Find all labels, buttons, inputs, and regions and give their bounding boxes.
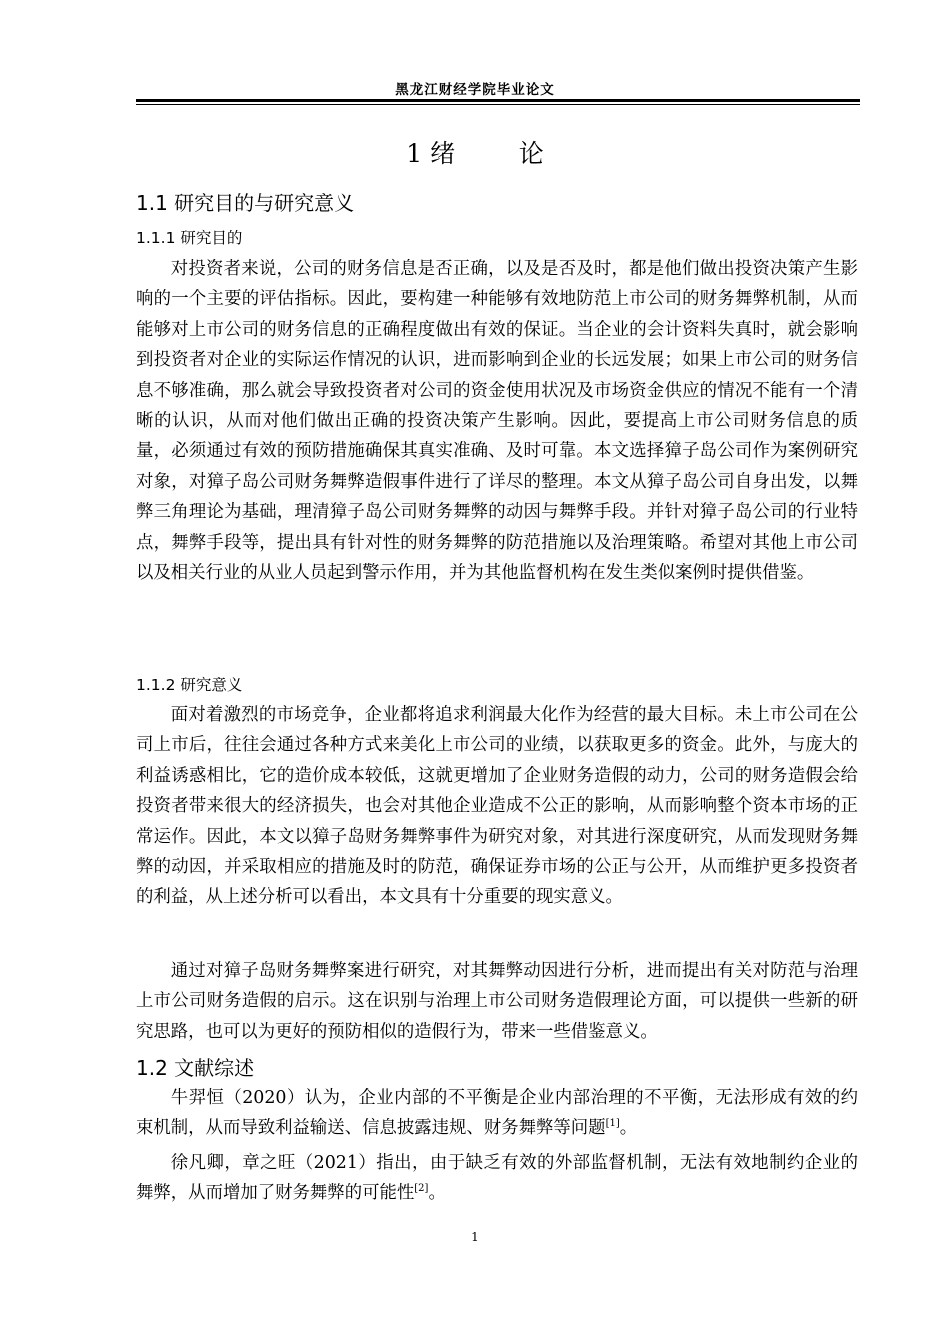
paragraph-research-purpose: 对投资者来说，公司的财务信息是否正确，以及是否及时，都是他们做出投资决策产生影响的一个主要的评估指标。因此，要构建一种能够有效地防范上市公司的财务舞弊机制，从而能够对上市公司的财务信息的正确程度做出有效的保证。当企业的会计资料失真时，就会影响到投资者对企业的实际运作情况的认识，进而影响到企业的长远发展；如果上市公司的财务信息不够准确，那么就会导致投资者对公司的资金使用状况及市场资金供应的情况不能有一个清晰的认识，从而对他们做出正确的投资决策产生影响。因此，要提高上市公司财务信息的质量，必须通过有效的预防措施确保其真实准确、及时可靠。本文选择獐子岛公司作为案例研究对象，对獐子岛公司财务舞弊造假事件进行了详尽的整理。本文从獐子岛公司自身出发，以舞弊三角理论为基础，理清獐子岛公司财务舞弊的动因与舞弊手段。并针对獐子岛公司的行业特点，舞弊手段等，提出具有针对性的财务舞弊的防范措施以及治理策略。希望对其他上市公司以及相关行业的从业人员起到警示作用，并为其他监督机构在发生类似案例时提供借鉴。 xyxy=(136,259,858,584)
citation-ref: [1] xyxy=(605,1118,620,1130)
header-rule-thin xyxy=(136,104,860,105)
paragraph-research-significance-2: 通过对獐子岛财务舞弊案进行研究，对其舞弊动因进行分析，进而提出有关对防范与治理上市公司财务造假的启示。这在识别与治理上市公司财务造假理论方面，可以提供一些新的研究思路，也可以为更好的预防相似的造假行为，带来一些借鉴意义。 xyxy=(136,961,858,1042)
paragraph-end: 。 xyxy=(619,1118,638,1139)
chapter-title: 1 绪 论 xyxy=(406,139,544,168)
header-rule-thick xyxy=(136,99,860,102)
paragraph-literature-review-2 xyxy=(136,1148,858,1209)
subsection-heading-1-1-1: 1.1.1 研究目的 xyxy=(136,229,243,247)
page-number: 1 xyxy=(471,1230,479,1244)
section-heading-1-2: 1.2 文献综述 xyxy=(136,1056,255,1080)
paragraph-end: 。 xyxy=(428,1183,446,1204)
paragraph-research-significance-1: 面对着激烈的市场竞争，企业都将追求利润最大化作为经营的最大目标。未上市公司在公司上市后，往往会通过各种方式来美化上市公司的业绩，以获取更多的资金。此外，与庞大的利益诱惑相比，它的造价成本较低，这就更增加了企业财务造假的动力，公司的财务造假会给投资者带来很大的经济损失，也会对其他企业造成不公正的影响，从而影响整个资本市场的正常运作。因此，本文以獐子岛财务舞弊事件为研究对象，对其进行深度研究，从而发现财务舞弊的动因，并采取相应的措施及时的防范，确保证券市场的公正与公开，从而维护更多投资者的利益，从上述分析可以看出，本文具有十分重要的现实意义。 xyxy=(136,705,858,908)
running-header: 黑龙江财经学院毕业论文 xyxy=(395,82,555,98)
citation-ref: [2] xyxy=(414,1183,429,1195)
subsection-heading-1-1-2: 1.1.2 研究意义 xyxy=(136,676,243,694)
paragraph-text: 牛羿恒（2020）认为，企业内部的不平衡是企业内部治理的不平衡，无法形成有效的约束机制，从而导致利益输送、信息披露违规、财务舞弊等问题 xyxy=(136,1088,858,1139)
paragraph-literature-review-1 xyxy=(136,1083,858,1144)
paragraph-text: 徐凡卿，章之旺（2021）指出，由于缺乏有效的外部监督机制，无法有效地制约企业的舞弊，从而增加了财务舞弊的可能性 xyxy=(136,1153,858,1204)
section-heading-1-1: 1.1 研究目的与研究意义 xyxy=(136,191,355,215)
